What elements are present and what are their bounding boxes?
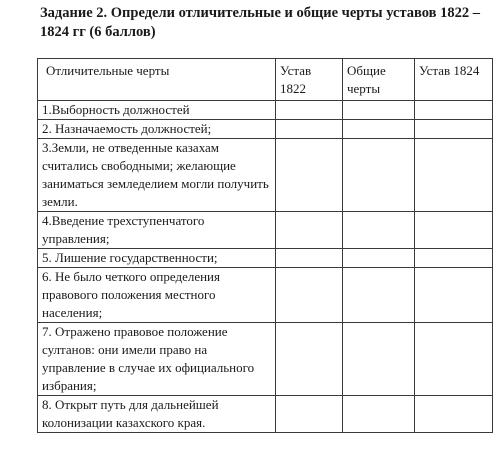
cell-common[interactable] [343, 120, 415, 139]
header-charter-1822: Устав 1822 [276, 59, 343, 101]
table-row [38, 268, 493, 323]
table-row [38, 212, 493, 249]
cell-common[interactable] [343, 139, 415, 212]
cell-1824[interactable] [415, 120, 493, 139]
cell-common[interactable] [343, 249, 415, 268]
charters-comparison-table [37, 58, 493, 433]
cell-1822[interactable] [276, 323, 343, 396]
header-charter-1824: Устав 1824 [415, 59, 493, 101]
table-row [38, 120, 493, 139]
cell-common[interactable] [343, 268, 415, 323]
feature-cell: 2. Назначаемость должностей; [38, 120, 276, 139]
cell-1822[interactable] [276, 249, 343, 268]
cell-1822[interactable] [276, 268, 343, 323]
feature-cell: 6. Не было четкого определения правового положения местного населения; [38, 268, 276, 323]
table-row [38, 139, 493, 212]
table-row [38, 101, 493, 120]
cell-common[interactable] [343, 396, 415, 433]
cell-1822[interactable] [276, 101, 343, 120]
table-header-row [38, 59, 493, 101]
cell-1822[interactable] [276, 139, 343, 212]
header-common: Общие черты [343, 59, 415, 101]
table-row [38, 323, 493, 396]
cell-1824[interactable] [415, 323, 493, 396]
feature-cell: 8. Открыт путь для дальнейшей колонизации казахского края. [38, 396, 276, 433]
cell-common[interactable] [343, 101, 415, 120]
header-features: Отличительные черты [38, 59, 276, 101]
cell-1824[interactable] [415, 249, 493, 268]
cell-1824[interactable] [415, 396, 493, 433]
table-row [38, 249, 493, 268]
cell-common[interactable] [343, 323, 415, 396]
cell-1824[interactable] [415, 101, 493, 120]
cell-1822[interactable] [276, 120, 343, 139]
cell-1822[interactable] [276, 396, 343, 433]
feature-cell: 5. Лишение государственности; [38, 249, 276, 268]
feature-cell: 3.Земли, не отведенные казахам считались свободными; желающие заниматься земледелием могли получить земли. [38, 139, 276, 212]
cell-1824[interactable] [415, 139, 493, 212]
feature-cell: 1.Выборность должностей [38, 101, 276, 120]
feature-cell: 4.Введение трехступенчатого управления; [38, 212, 276, 249]
table-row [38, 396, 493, 433]
cell-1824[interactable] [415, 268, 493, 323]
feature-cell: 7. Отражено правовое положение султанов: они имели право на управление в случае их официального избрания; [38, 323, 276, 396]
cell-1822[interactable] [276, 212, 343, 249]
task-title: Задание 2. Определи отличительные и общие черты уставов 1822 – 1824 гг (6 баллов) [40, 5, 480, 40]
cell-common[interactable] [343, 212, 415, 249]
cell-1824[interactable] [415, 212, 493, 249]
